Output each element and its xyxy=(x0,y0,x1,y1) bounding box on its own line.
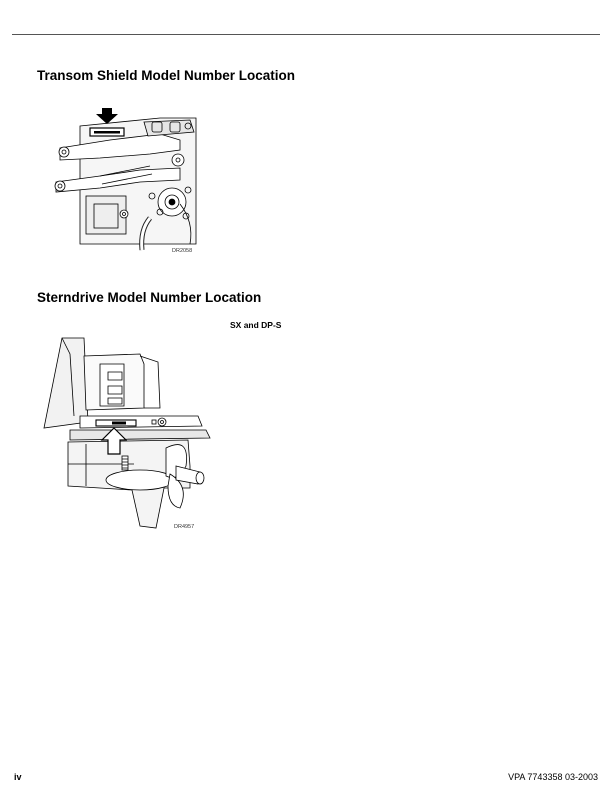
top-rule xyxy=(12,34,600,35)
sterndrive-figure xyxy=(40,336,212,532)
transom-shield-drawing xyxy=(40,104,200,256)
transom-shield-figure xyxy=(40,104,200,256)
transom-figure-id: DR2058 xyxy=(172,248,193,254)
transom-shield-heading: Transom Shield Model Number Location xyxy=(37,68,296,83)
document-reference: VPA 7743358 03-2003 xyxy=(508,772,598,782)
sterndrive-figure-id: DR4957 xyxy=(174,524,195,530)
sterndrive-heading: Sterndrive Model Number Location xyxy=(37,290,262,305)
down-arrow-icon xyxy=(96,108,118,124)
sterndrive-drawing xyxy=(40,336,212,532)
page-number: iv xyxy=(14,772,22,782)
sterndrive-subtitle: SX and DP-S xyxy=(230,320,282,330)
